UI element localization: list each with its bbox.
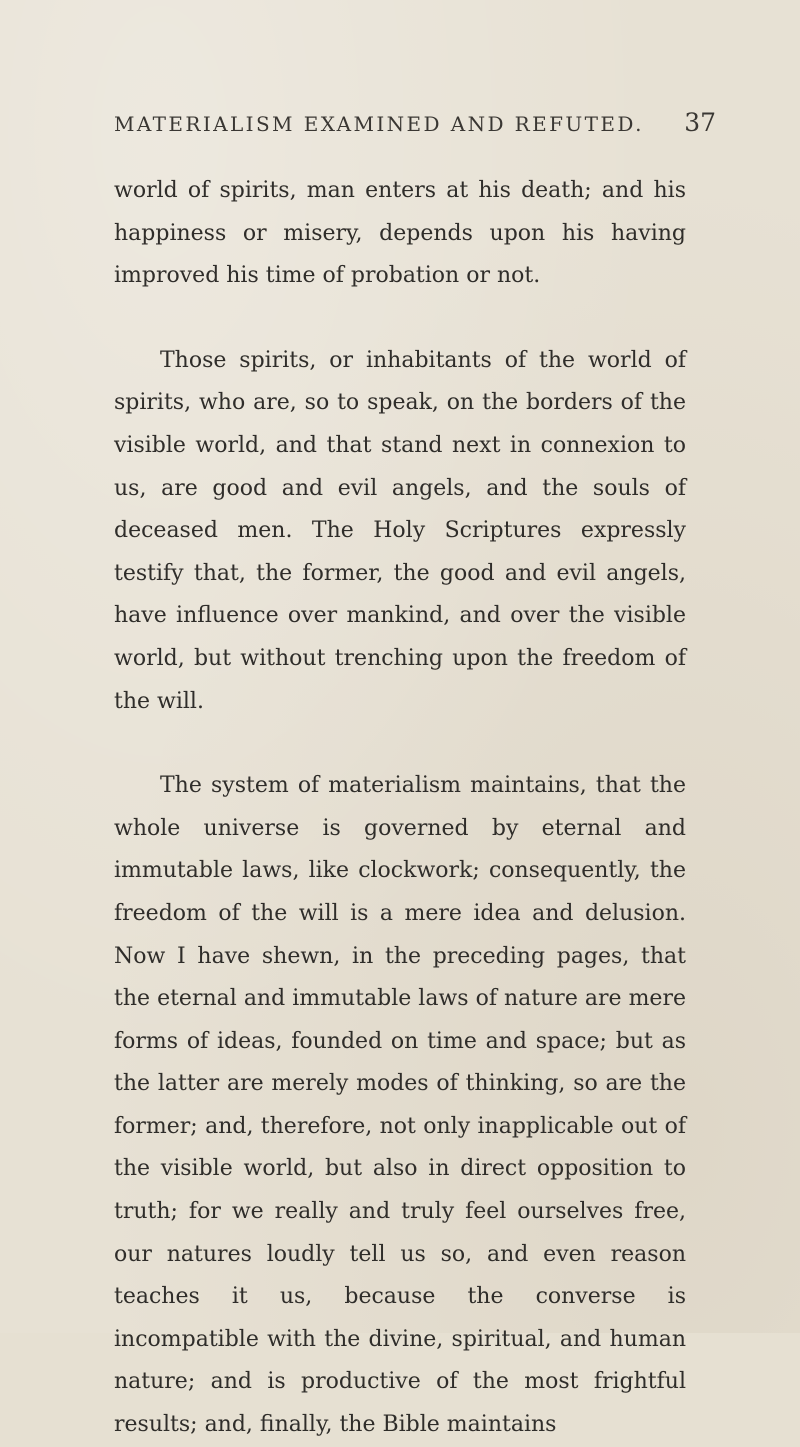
page-body-text [114, 170, 686, 1447]
paragraph-materialism: The system of materialism maintains, that the whole universe is governed by eternal and immutable laws, like clockwork; consequently, the freedom of the will is a mere idea and delusion. Now I have shewn, in the preceding pages, that the eternal and immutable laws of nature are mere forms of ideas, founded on time and space; but as the latter are merely modes of thinking, so are the former; and, therefore, not only inapplicable out of the visible world, but also in direct opposition to truth; for we really and truly feel ourselves free, our natures loudly tell us so, and even reason teaches it us, because the converse is incompatible with the divine, spiritual, and human nature; and is productive of the most frightful results; and, finally, the Bible maintains [114, 773, 686, 1438]
paragraph-continuation: world of spirits, man enters at his death; and his happiness or misery, depends upon his having improved his time of probation or not. [114, 178, 686, 289]
paragraph-spirits: Those spirits, or inhabitants of the world of spirits, who are, so to speak, on the borders of the visible world, and that stand next in connexion to us, are good and evil angels, and the souls of deceased men. The Holy Scriptures expressly testify that, the former, the good and evil angels, have influence over mankind, and over the visible world, but without trenching upon the freedom of the will. [114, 347, 686, 714]
running-header [114, 108, 716, 146]
page-header-title: MATERIALISM EXAMINED AND REFUTED. [114, 112, 644, 136]
page-number: 37 [684, 108, 716, 137]
